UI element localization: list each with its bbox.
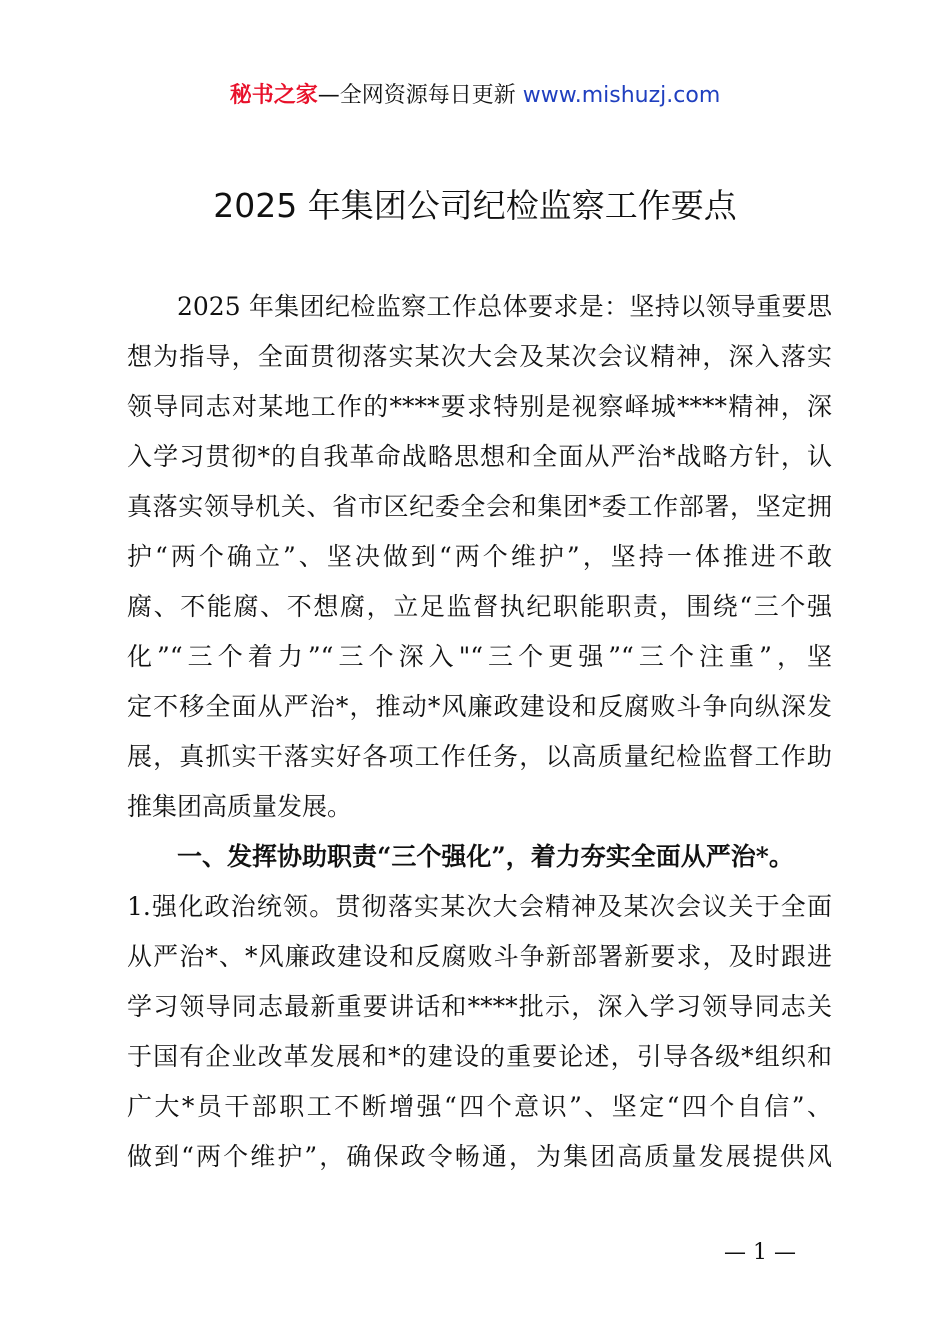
- paragraph-line: 学习领导同志最新重要讲话和****批示，深入学习领导同志关: [127, 992, 832, 1021]
- paragraph-line: 领导同志对某地工作的****要求特别是视察峄城****精神，深: [127, 392, 832, 421]
- paragraph-line: 做到“两个维护”，确保政令畅通，为集团高质量发展提供风: [127, 1142, 832, 1171]
- section-heading: 一、发挥协助职责“三个强化”，着力夯实全面从严治*。: [177, 842, 794, 871]
- page-number: — 1 —: [724, 1240, 796, 1265]
- paragraph-line: 1.强化政治统领。贯彻落实某次大会精神及某次会议关于全面: [127, 892, 832, 921]
- paragraph-line: 展，真抓实干落实好各项工作任务，以高质量纪检监督工作助: [127, 742, 832, 771]
- paragraph-line: 化”“三个着力”“三个深入"“三个更强”“三个注重”，坚: [127, 642, 832, 671]
- paragraph-line: 推集团高质量发展。: [127, 792, 353, 821]
- paragraph-line: 入学习贯彻*的自我革命战略思想和全面从严治*战略方针，认: [127, 442, 832, 471]
- document-title: 2025 年集团公司纪检监察工作要点: [213, 186, 737, 225]
- paragraph-line: 真落实领导机关、省市区纪委全会和集团*委工作部署，坚定拥: [127, 492, 832, 521]
- paragraph-line: 于国有企业改革发展和*的建设的重要论述，引导各级*组织和: [127, 1042, 832, 1071]
- paragraph-line: 想为指导，全面贯彻落实某次大会及某次会议精神，深入落实: [127, 342, 832, 371]
- site-header: [0, 80, 950, 112]
- site-tagline: —全网资源每日更新: [317, 83, 516, 108]
- paragraph-line: 腐、不能腐、不想腐，立足监督执纪职能职责，围绕“三个强: [127, 592, 832, 621]
- site-brand: 秘书之家: [229, 83, 318, 108]
- document-body: [127, 282, 832, 1182]
- paragraph-line: 护“两个确立”、坚决做到“两个维护”，坚持一体推进不敢: [127, 542, 832, 571]
- paragraph-line: 广大*员干部职工不断增强“四个意识”、坚定“四个自信”、: [127, 1092, 832, 1121]
- paragraph-line: 2025 年集团纪检监察工作总体要求是：坚持以领导重要思: [177, 292, 832, 321]
- site-url-link[interactable]: www.mishuzj.com: [522, 83, 721, 108]
- paragraph-line: 从严治*、*风廉政建设和反腐败斗争新部署新要求，及时跟进: [127, 942, 832, 971]
- paragraph-line: 定不移全面从严治*，推动*风廉政建设和反腐败斗争向纵深发: [127, 692, 832, 721]
